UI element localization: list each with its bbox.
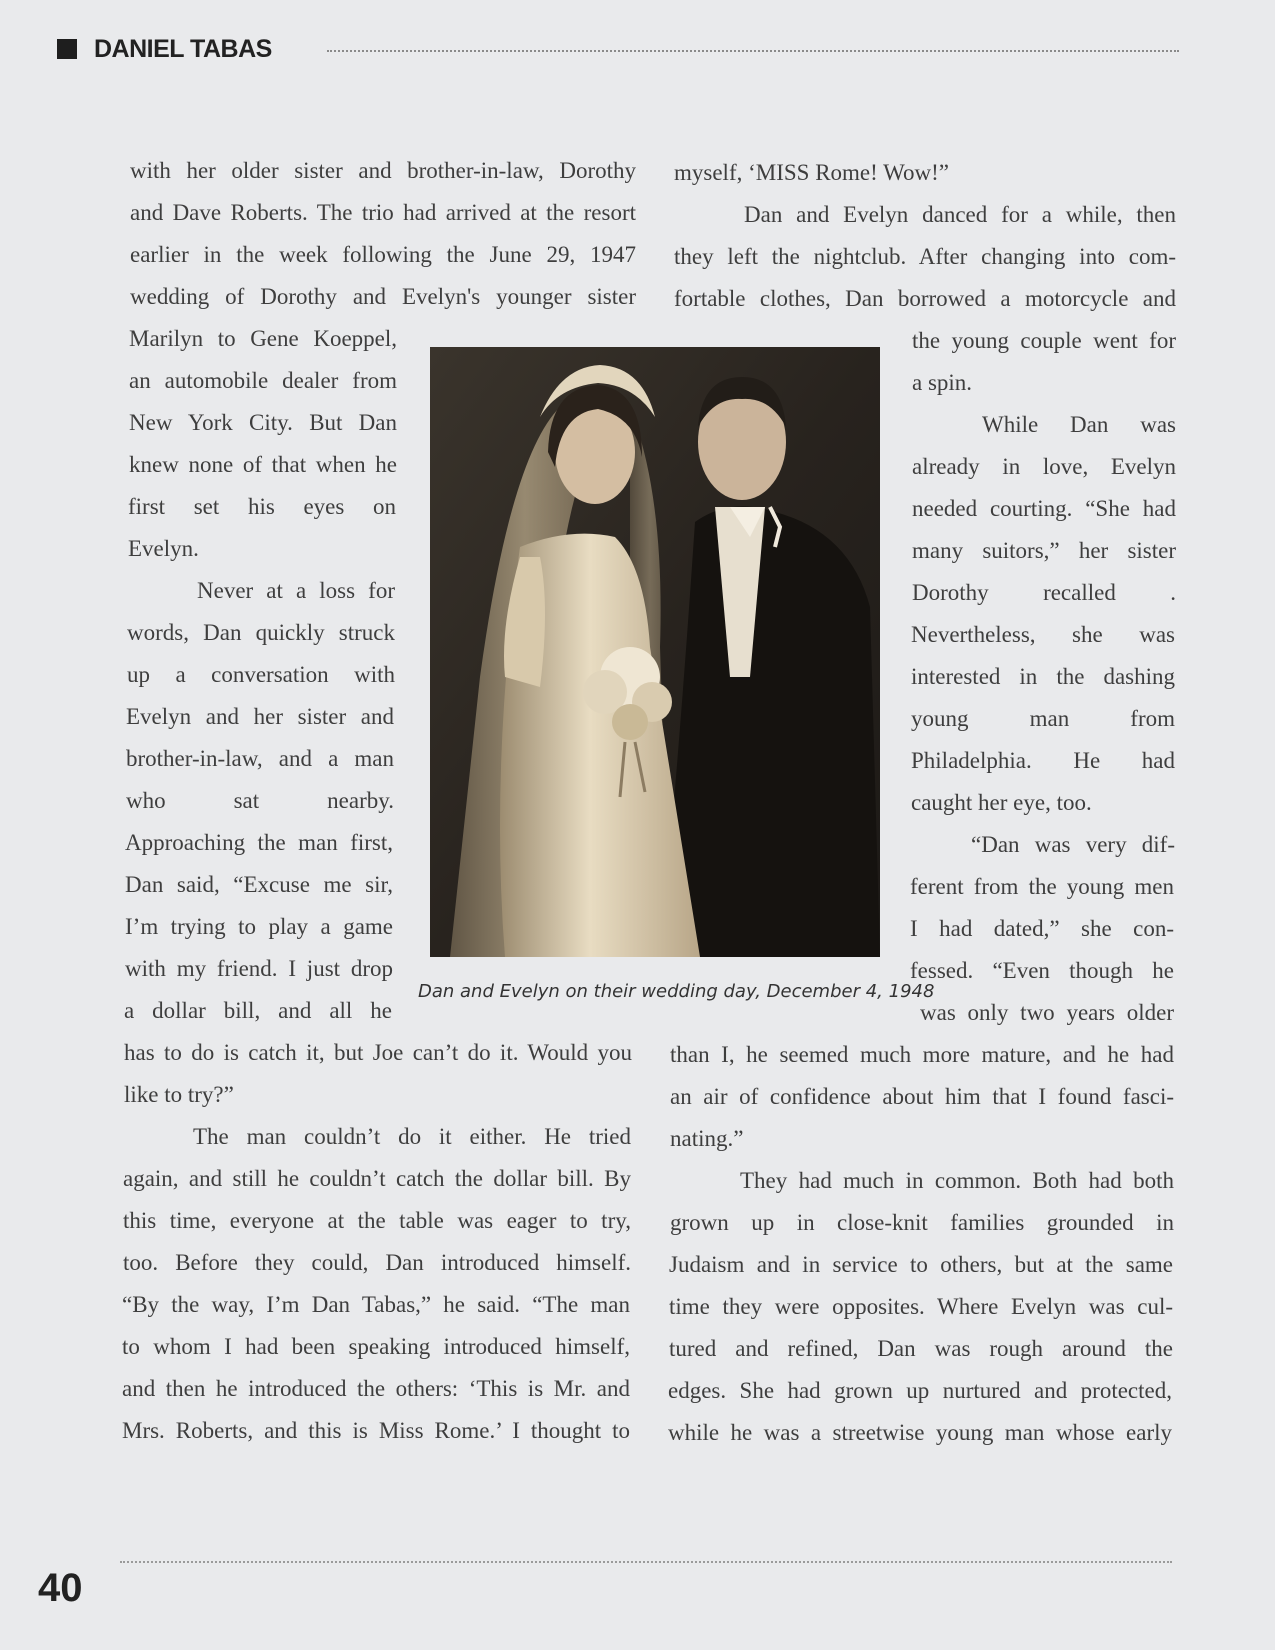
body-line: first set his eyes on [128,494,396,519]
body-line: an air of confidence about him that I found fasci- [670,1084,1174,1109]
body-line: and Dave Roberts. The trio had arrived at the resort [130,200,636,225]
footer-dotted-rule [120,1561,1172,1563]
body-line: needed courting. “She had [912,496,1176,521]
body-line: New York City. But Dan [129,410,397,435]
body-line: again, and still he couldn’t catch the dollar bill. By [123,1166,631,1191]
body-line: Dorothy recalled . [912,580,1176,605]
body-line: caught her eye, too. [911,790,1092,815]
body-line: Dan said, “Excuse me sir, [125,872,393,897]
body-line: a spin. [912,370,973,395]
page-number: 40 [38,1566,83,1610]
body-line: ferent from the young men [910,874,1174,899]
header-dotted-rule [327,50,1179,52]
body-line: while he was a streetwise young man whose early [668,1420,1172,1445]
header-square-icon [57,39,77,59]
body-line: with my friend. I just drop [125,956,393,981]
body-line: brother-in-law, and a man [126,746,394,771]
body-line: this time, everyone at the table was eager to try, [123,1208,631,1233]
body-line: interested in the dashing [911,664,1175,689]
wedding-photo-icon [430,347,880,957]
body-line: wedding of Dorothy and Evelyn's younger sister [130,284,636,309]
body-line: young man from [911,706,1175,731]
body-line: myself, ‘MISS Rome! Wow!” [674,160,949,185]
body-line: with her older sister and brother-in-law, Dorothy [130,158,636,183]
body-line: nating.” [670,1126,744,1151]
body-line: They had much in common. Both had both [740,1168,1174,1193]
body-line: the young couple went for [912,328,1176,353]
body-line: I’m trying to play a game [125,914,393,939]
body-line: too. Before they could, Dan introduced himself. [123,1250,631,1275]
body-line: tured and refined, Dan was rough around the [669,1336,1173,1361]
body-line: knew none of that when he [129,452,397,477]
body-line: fessed. “Even though he [910,958,1174,983]
header-title: DANIEL TABAS [94,35,272,63]
body-line: up a conversation with [127,662,395,687]
body-line: fortable clothes, Dan borrowed a motorcycle and [674,286,1176,311]
body-line: I had dated,” she con- [910,916,1174,941]
body-line: Judaism and in service to others, but at the same [669,1252,1173,1277]
body-line: Evelyn and her sister and [126,704,394,729]
body-line: Mrs. Roberts, and this is Miss Rome.’ I thought to [122,1418,630,1443]
body-line: “By the way, I’m Dan Tabas,” he said. “The man [122,1292,630,1317]
body-line: grown up in close-knit families grounded in [670,1210,1174,1235]
wedding-photo [430,347,880,957]
body-line: who sat nearby. [126,788,394,813]
body-line: and then he introduced the others: ‘This is Mr. and [122,1376,630,1401]
body-line: like to try?” [124,1082,234,1107]
photo-caption: Dan and Evelyn on their wedding day, December 4, 1948 [418,981,935,1002]
body-line: earlier in the week following the June 29, 1947 [130,242,636,267]
body-line: Nevertheless, she was [911,622,1175,647]
body-line: a dollar bill, and all he [124,998,392,1023]
body-line: Dan and Evelyn danced for a while, then [744,202,1176,227]
body-line: an automobile dealer from [129,368,397,393]
body-line: than I, he seemed much more mature, and he had [670,1042,1174,1067]
body-line: “Dan was very dif- [971,832,1175,857]
running-header [57,34,1179,64]
body-line: was only two years older [920,1000,1174,1025]
body-line: time they were opposites. Where Evelyn was cul- [669,1294,1173,1319]
body-line: to whom I had been speaking introduced himself, [122,1334,630,1359]
body-line: many suitors,” her sister [912,538,1176,563]
body-line: Marilyn to Gene Koeppel, [129,326,397,351]
body-line: Never at a loss for [197,578,395,603]
body-line: Evelyn. [128,536,199,561]
body-line: Philadelphia. He had [911,748,1175,773]
body-line: While Dan was [982,412,1176,437]
body-line: The man couldn’t do it either. He tried [193,1124,631,1149]
body-line: words, Dan quickly struck [127,620,395,645]
body-line: they left the nightclub. After changing into com- [674,244,1176,269]
body-line: has to do is catch it, but Joe can’t do it. Would you [124,1040,632,1065]
body-line: Approaching the man first, [125,830,393,855]
body-line: edges. She had grown up nurtured and protected, [668,1378,1172,1403]
body-line: already in love, Evelyn [912,454,1176,479]
